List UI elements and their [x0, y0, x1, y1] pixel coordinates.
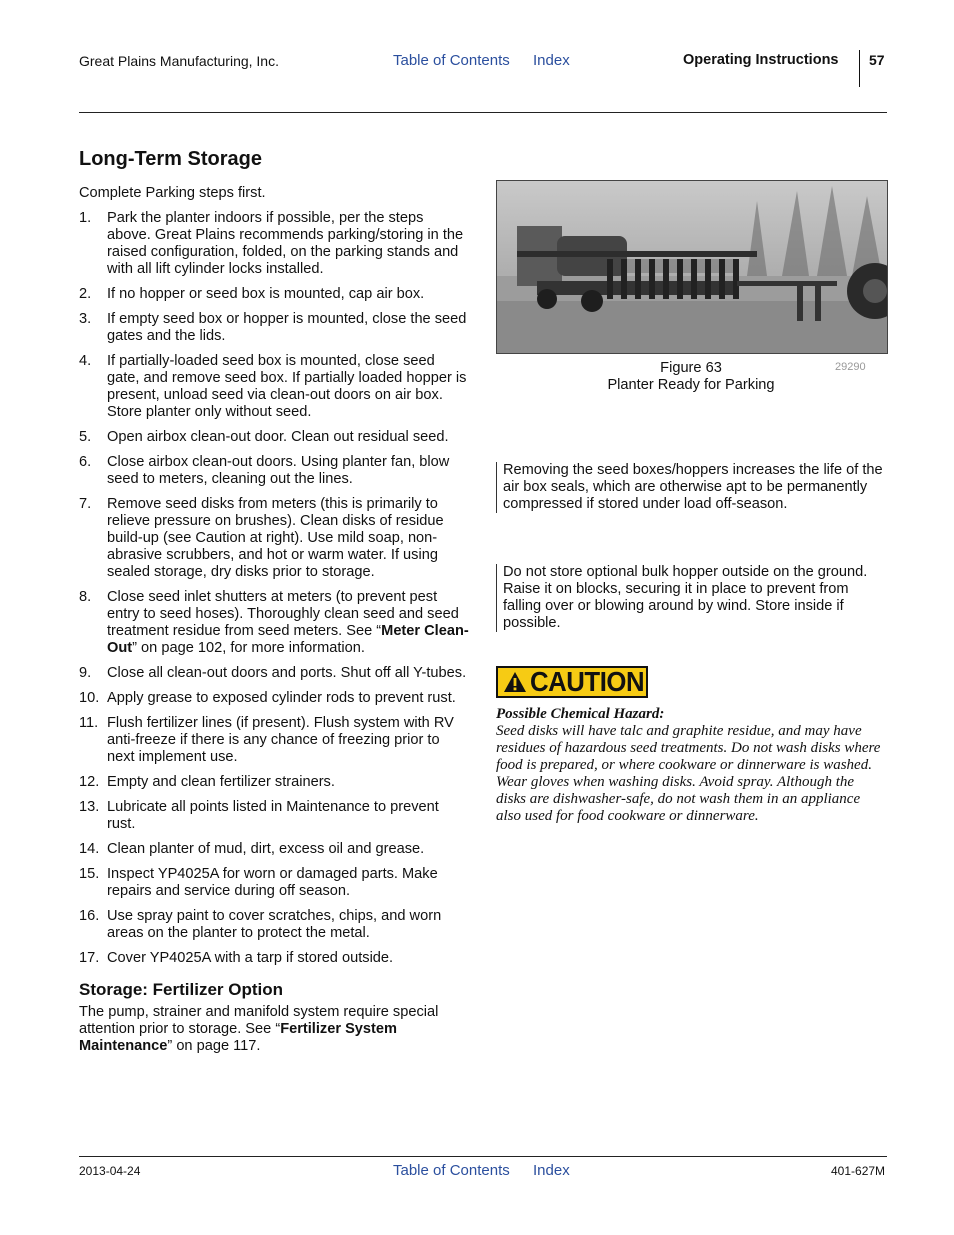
step-text: Remove seed disks from meters (this is primarily to relieve pressure on brushes). Clean disks of residue build-up (see Caution at right). Use mild soap, non-abrasive scrubbers, and hot or warm water. If using sealed storage, dry disks prior to storage. — [107, 496, 444, 580]
figure-ref-number: 29290 — [835, 361, 866, 373]
step-item — [79, 841, 471, 858]
footer-doc-number: 401-627M — [831, 1164, 886, 1178]
step-number: 5. — [79, 429, 92, 445]
figure-caption — [496, 360, 886, 394]
caution-word: CAUTION — [530, 666, 645, 697]
page-number: 57 — [869, 52, 885, 68]
toc-link-footer[interactable]: Table of Contents — [393, 1162, 510, 1179]
step-text: If empty seed box or hopper is mounted, close the seed gates and the lids. — [107, 311, 467, 344]
step-text: Open airbox clean-out door. Clean out residual seed. — [107, 429, 449, 445]
step-text: Use spray paint to cover scratches, chips, and worn areas on the planter to protect the metal. — [107, 908, 442, 941]
step-number: 1. — [79, 210, 92, 226]
footer-date: 2013-04-24 — [79, 1164, 141, 1178]
note-bulk-hopper: Do not store optional bulk hopper outside on the ground. Raise it on blocks, securing it in place to prevent from falling over or blowing around by wind. Store inside if possible. — [496, 564, 887, 632]
page-title: Long-Term Storage — [79, 148, 262, 170]
step-item — [79, 690, 471, 707]
caution-text: Seed disks will have talc and graphite residue, and may have residues of hazardous seed treatments. Do not wash disks where food is prepared, or where cookware or dinnerware is washed. Wear gloves when washing disks. Avoid spray. Although the disks are dishwasher-safe, do not wash them in an appliance also used for food cookware or dinnerware. — [496, 723, 881, 824]
step-text: Park the planter indoors if possible, per the steps above. Great Plains recommends parking/storing in the raised configuration, folded, on the parking stands and with all lift cylinder locks installed. — [107, 210, 464, 277]
step-item — [79, 496, 471, 581]
fertilizer-text-part: ” on page 117. — [167, 1038, 261, 1054]
step-text: Cover YP4025A with a tarp if stored outside. — [107, 950, 394, 966]
step-number: 16. — [79, 908, 100, 924]
step-number: 13. — [79, 799, 100, 815]
left-column — [79, 148, 471, 1055]
step-number: 6. — [79, 454, 92, 470]
step-text: Lubricate all points listed in Maintenance to prevent rust. — [107, 799, 439, 832]
step-text: If partially-loaded seed box is mounted, close seed gate, and remove seed box. If partially loaded hopper is present, unload seed via clean-out doors on air box. Store planter only without seed. — [107, 353, 467, 420]
toc-link-header[interactable]: Table of Contents — [393, 52, 510, 69]
step-item — [79, 311, 471, 345]
intro-text: Complete Parking steps first. — [79, 185, 266, 201]
step-reference: Meter Clean-Out — [107, 623, 469, 656]
step-text: Close all clean-out doors and ports. Shut off all Y-tubes. — [107, 665, 467, 681]
step-number: 8. — [79, 589, 92, 605]
step-item — [79, 908, 471, 942]
header-rule — [79, 112, 887, 113]
step-number: 3. — [79, 311, 92, 327]
step-number: 15. — [79, 866, 100, 882]
step-number: 9. — [79, 665, 92, 681]
step-text: Apply grease to exposed cylinder rods to prevent rust. — [107, 690, 456, 706]
step-text: Inspect YP4025A for worn or damaged parts. Make repairs and service during off season. — [107, 866, 438, 899]
section-title: Operating Instructions — [683, 52, 839, 68]
step-text: ” on page 102, for more information. — [132, 640, 365, 656]
step-text: Close seed inlet shutters at meters (to prevent pest entry to seed hoses). Thoroughly clean seed and seed treatment residue from seed meters. See “ — [107, 589, 459, 639]
step-number: 17. — [79, 950, 100, 966]
step-number: 7. — [79, 496, 92, 512]
step-item — [79, 454, 471, 488]
step-number: 2. — [79, 286, 92, 302]
step-number: 4. — [79, 353, 92, 369]
step-text: Flush fertilizer lines (if present). Flush system with RV anti-freeze if there is any chance of freezing prior to next implement use. — [107, 715, 454, 765]
step-number: 12. — [79, 774, 100, 790]
header-divider — [859, 50, 860, 87]
index-link-footer[interactable]: Index — [533, 1162, 570, 1179]
step-item — [79, 353, 471, 421]
step-text: If no hopper or seed box is mounted, cap air box. — [107, 286, 425, 302]
fertilizer-link-ref: Fertilizer System Maintenance — [79, 1021, 397, 1054]
steps-list — [79, 210, 471, 967]
caution-body — [496, 706, 886, 825]
fertilizer-text — [79, 1004, 471, 1055]
fertilizer-subtitle: Storage: Fertilizer Option — [79, 980, 284, 999]
step-item — [79, 799, 471, 833]
step-item — [79, 774, 471, 791]
step-item — [79, 665, 471, 682]
step-text: Clean planter of mud, dirt, excess oil and grease. — [107, 841, 425, 857]
step-number: 11. — [79, 715, 99, 731]
footer-rule — [79, 1156, 887, 1157]
step-item — [79, 589, 471, 657]
step-text: Close airbox clean-out doors. Using planter fan, blow seed to meters, cleaning out the lines. — [107, 454, 450, 487]
step-number: 14. — [79, 841, 100, 857]
warning-triangle-icon — [503, 670, 527, 694]
step-item — [79, 866, 471, 900]
step-text: Empty and clean fertilizer strainers. — [107, 774, 335, 790]
caution-label — [496, 666, 648, 698]
company-name: Great Plains Manufacturing, Inc. — [79, 53, 279, 69]
step-item — [79, 286, 471, 303]
step-item — [79, 429, 471, 446]
step-item — [79, 210, 471, 278]
figure-title: Planter Ready for Parking — [607, 377, 775, 393]
caution-heading: Possible Chemical Hazard: — [496, 706, 665, 722]
index-link-header[interactable]: Index — [533, 52, 570, 69]
planter-photo — [496, 180, 888, 354]
step-item — [79, 715, 471, 766]
step-number: 10. — [79, 690, 100, 706]
note-seed-boxes: Removing the seed boxes/hoppers increases the life of the air box seals, which are otherwise apt to be permanently compressed if stored under load off-season. — [496, 462, 887, 513]
fertilizer-text-part: The pump, strainer and manifold system require special attention prior to storage. See “ — [79, 1004, 439, 1037]
figure-label: Figure 63 — [660, 360, 722, 376]
step-item — [79, 950, 471, 967]
